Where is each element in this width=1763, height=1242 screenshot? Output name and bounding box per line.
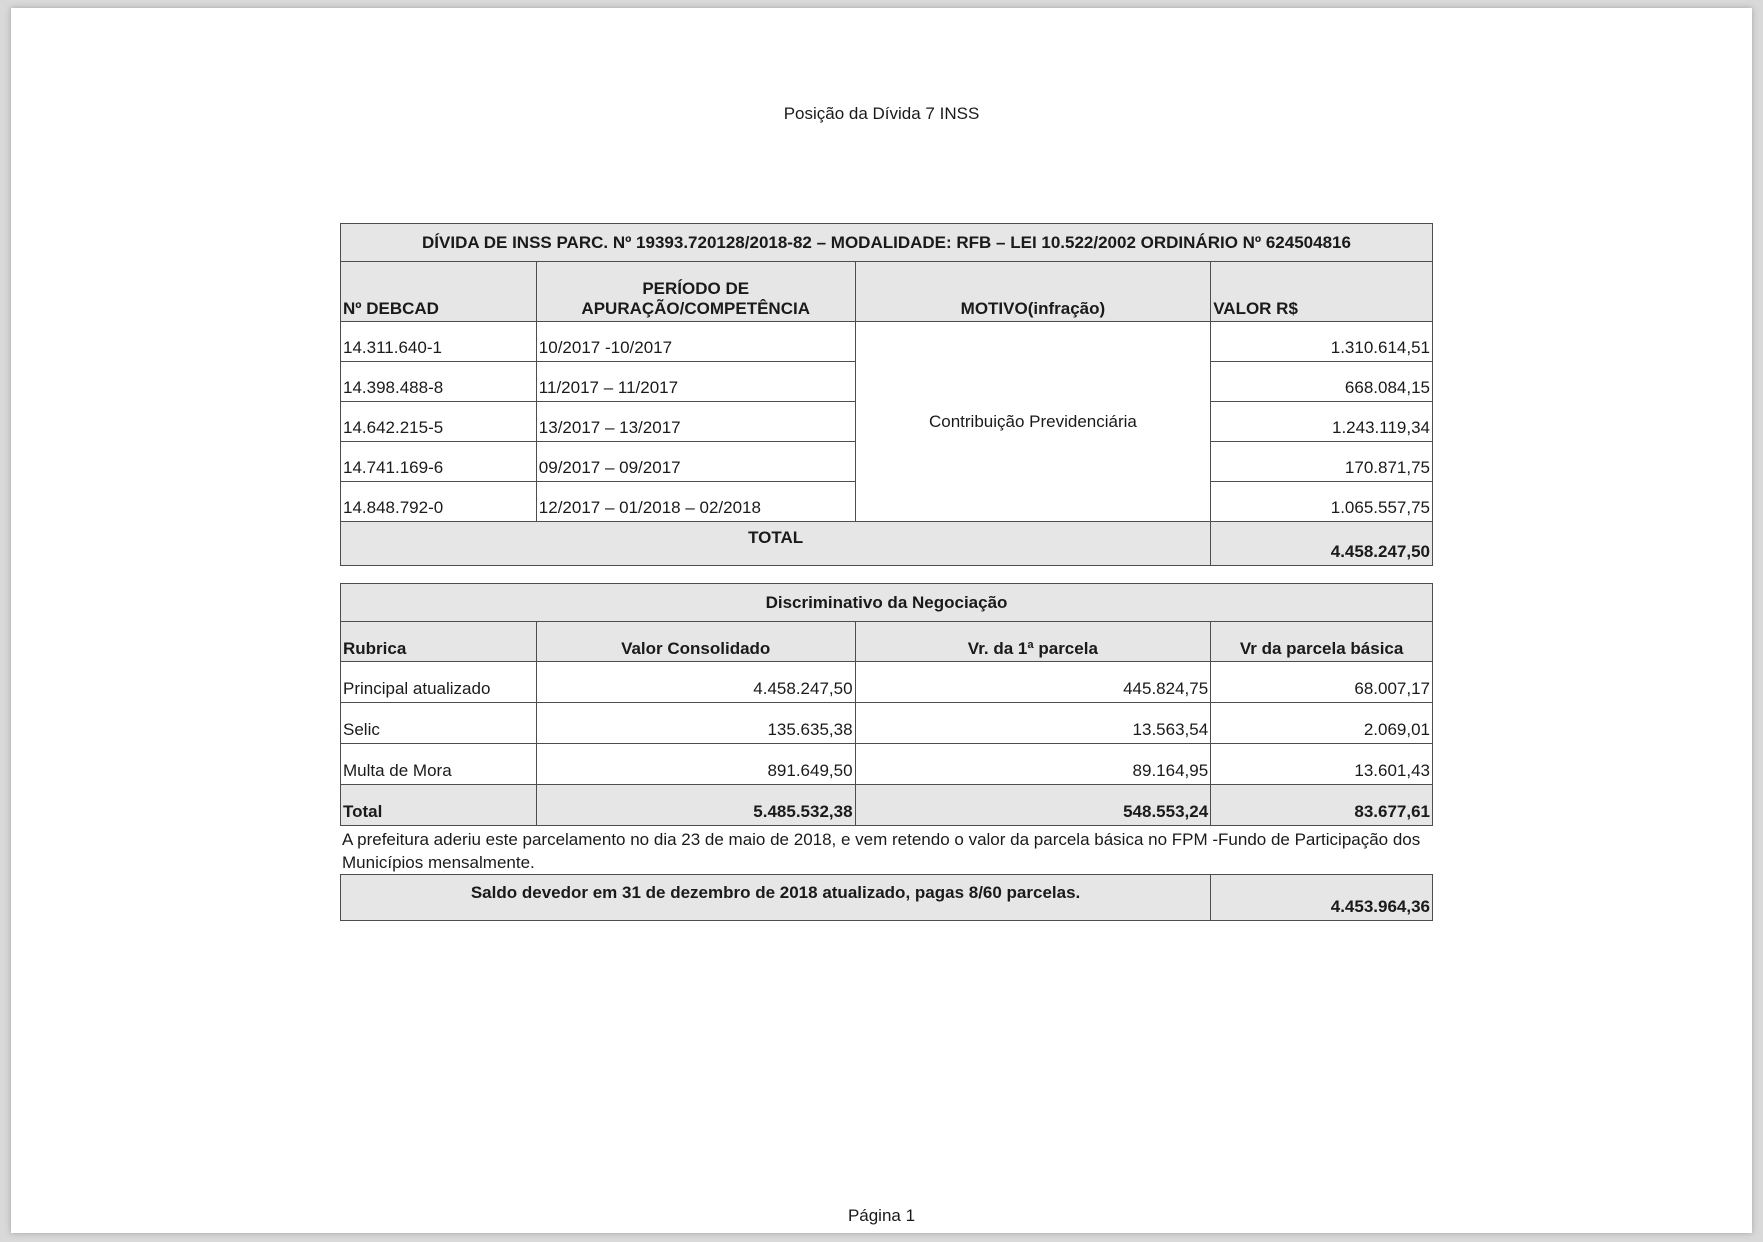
total-value: 4.458.247,50 — [1211, 522, 1433, 566]
header-periodo-line1: PERÍODO DE — [642, 279, 750, 298]
table-row — [341, 662, 1433, 703]
total-valor-consolidado: 5.485.532,38 — [536, 785, 855, 826]
valor-cell: 170.871,75 — [1211, 442, 1433, 482]
parcela-basica-cell: 13.601,43 — [1211, 744, 1433, 785]
total-row — [341, 522, 1433, 566]
saldo-table — [340, 874, 1433, 921]
valor-cell: 1.065.557,75 — [1211, 482, 1433, 522]
debcad-cell: 14.398.488-8 — [341, 362, 537, 402]
rubrica-cell: Multa de Mora — [341, 744, 537, 785]
negotiation-table — [340, 583, 1433, 826]
rubrica-cell: Selic — [341, 703, 537, 744]
valor-cell: 1.310.614,51 — [1211, 322, 1433, 362]
periodo-cell: 11/2017 – 11/2017 — [536, 362, 855, 402]
document-page — [11, 8, 1752, 1233]
primeira-parcela-cell: 13.563,54 — [855, 703, 1211, 744]
rubrica-cell: Principal atualizado — [341, 662, 537, 703]
table-row — [341, 703, 1433, 744]
saldo-value: 4.453.964,36 — [1211, 875, 1433, 921]
header-periodo-line2: APURAÇÃO/COMPETÊNCIA — [581, 299, 810, 318]
periodo-cell: 10/2017 -10/2017 — [536, 322, 855, 362]
note-paragraph: A prefeitura aderiu este parcelamento no dia 23 de maio de 2018, e vem retendo o valor da parcela básica no FPM -Fundo de Participação dos Municípios mensalmente. — [342, 830, 1421, 872]
parcela-basica-cell: 2.069,01 — [1211, 703, 1433, 744]
periodo-cell: 12/2017 – 01/2018 – 02/2018 — [536, 482, 855, 522]
header-valor-consolidado: Valor Consolidado — [536, 622, 855, 662]
valor-consolidado-cell: 4.458.247,50 — [536, 662, 855, 703]
header-debcad: Nº DEBCAD — [341, 262, 537, 322]
debcad-cell: 14.848.792-0 — [341, 482, 537, 522]
total-label: TOTAL — [341, 522, 1211, 566]
total-parcela-basica: 83.677,61 — [1211, 785, 1433, 826]
header-primeira-parcela: Vr. da 1ª parcela — [855, 622, 1211, 662]
table-row — [341, 322, 1433, 362]
primeira-parcela-cell: 89.164,95 — [855, 744, 1211, 785]
periodo-cell: 09/2017 – 09/2017 — [536, 442, 855, 482]
total-label: Total — [341, 785, 537, 826]
debt-table — [340, 223, 1433, 566]
header-valor: VALOR R$ — [1211, 262, 1433, 322]
negotiation-table-title: Discriminativo da Negociação — [341, 584, 1433, 622]
table-row — [341, 744, 1433, 785]
total-row — [341, 785, 1433, 826]
debcad-cell: 14.642.215-5 — [341, 402, 537, 442]
document-title: Posição da Dívida 7 INSS — [783, 104, 980, 123]
header-rubrica: Rubrica — [341, 622, 537, 662]
parcela-basica-cell: 68.007,17 — [1211, 662, 1433, 703]
debcad-cell: 14.311.640-1 — [341, 322, 537, 362]
periodo-cell: 13/2017 – 13/2017 — [536, 402, 855, 442]
header-motivo: MOTIVO(infração) — [855, 262, 1211, 322]
header-parcela-basica: Vr da parcela básica — [1211, 622, 1433, 662]
debcad-cell: 14.741.169-6 — [341, 442, 537, 482]
saldo-label: Saldo devedor em 31 de dezembro de 2018 atualizado, pagas 8/60 parcelas. — [341, 875, 1211, 921]
total-primeira-parcela: 548.553,24 — [855, 785, 1211, 826]
page-number: Página 1 — [847, 1206, 916, 1225]
debt-table-title: DÍVIDA DE INSS PARC. Nº 19393.720128/2018-82 – MODALIDADE: RFB – LEI 10.522/2002 ORDINÁRIO Nº 624504816 — [341, 224, 1433, 262]
valor-consolidado-cell: 135.635,38 — [536, 703, 855, 744]
valor-cell: 1.243.119,34 — [1211, 402, 1433, 442]
primeira-parcela-cell: 445.824,75 — [855, 662, 1211, 703]
valor-cell: 668.084,15 — [1211, 362, 1433, 402]
header-periodo — [536, 262, 855, 322]
valor-consolidado-cell: 891.649,50 — [536, 744, 855, 785]
motivo-cell: Contribuição Previdenciária — [855, 322, 1211, 522]
